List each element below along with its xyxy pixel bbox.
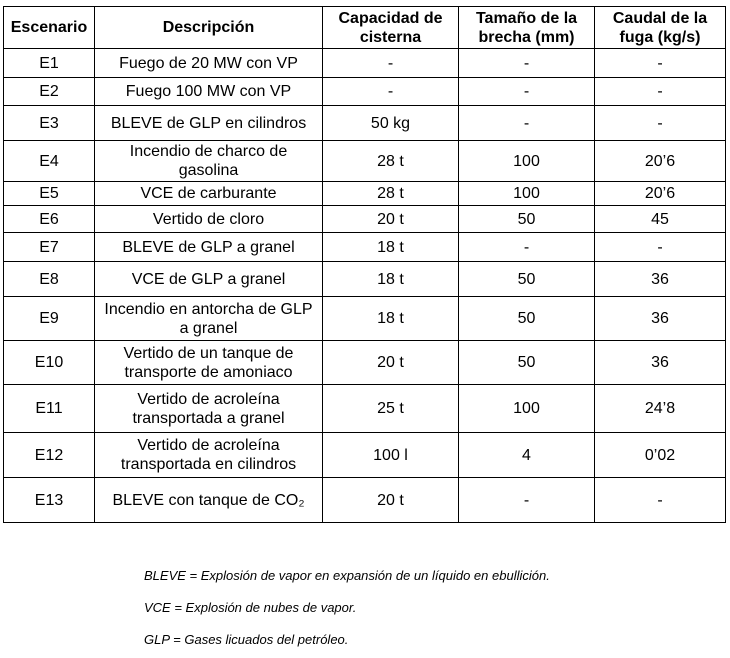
header-escenario: Escenario	[4, 7, 95, 49]
cell-caudal: -	[595, 233, 726, 262]
cell-brecha: 100	[459, 385, 595, 433]
cell-caudal: 45	[595, 206, 726, 233]
cell-descripcion: Vertido de cloro	[95, 206, 323, 233]
cell-capacidad: 25 t	[323, 385, 459, 433]
cell-brecha: -	[459, 49, 595, 78]
cell-descripcion: Vertido de acroleína transportada a granel	[95, 385, 323, 433]
table-body	[4, 49, 726, 523]
cell-caudal: 36	[595, 297, 726, 341]
table-header	[4, 7, 726, 49]
cell-capacidad: 18 t	[323, 297, 459, 341]
cell-caudal: 24’8	[595, 385, 726, 433]
cell-capacidad: -	[323, 78, 459, 106]
cell-escenario: E3	[4, 106, 95, 141]
cell-descripcion: Fuego 100 MW con VP	[95, 78, 323, 106]
cell-caudal: -	[595, 106, 726, 141]
cell-capacidad: 20 t	[323, 206, 459, 233]
cell-caudal: 36	[595, 262, 726, 297]
header-row	[4, 7, 726, 49]
cell-descripcion: Incendio de charco de gasolina	[95, 141, 323, 182]
cell-brecha: 50	[459, 297, 595, 341]
cell-escenario: E1	[4, 49, 95, 78]
cell-capacidad: 28 t	[323, 182, 459, 206]
cell-escenario: E7	[4, 233, 95, 262]
scenarios-table	[3, 6, 726, 523]
footnote-vce: VCE = Explosión de nubes de vapor.	[144, 600, 357, 615]
table-row	[4, 341, 726, 385]
cell-descripcion: Fuego de 20 MW con VP	[95, 49, 323, 78]
cell-descripcion: BLEVE de GLP en cilindros	[95, 106, 323, 141]
table-row	[4, 233, 726, 262]
cell-brecha: -	[459, 478, 595, 523]
cell-escenario: E12	[4, 433, 95, 478]
cell-descripcion: VCE de carburante	[95, 182, 323, 206]
table-row	[4, 49, 726, 78]
table-row	[4, 182, 726, 206]
cell-brecha: -	[459, 106, 595, 141]
cell-capacidad: -	[323, 49, 459, 78]
cell-escenario: E4	[4, 141, 95, 182]
header-capacidad: Capacidad de cisterna	[323, 7, 459, 49]
cell-brecha: 50	[459, 262, 595, 297]
cell-escenario: E5	[4, 182, 95, 206]
header-brecha: Tamaño de la brecha (mm)	[459, 7, 595, 49]
cell-capacidad: 18 t	[323, 262, 459, 297]
table-row	[4, 262, 726, 297]
cell-descripcion: VCE de GLP a granel	[95, 262, 323, 297]
footnote-glp: GLP = Gases licuados del petróleo.	[144, 632, 349, 647]
cell-descripcion: BLEVE con tanque de CO₂	[95, 478, 323, 523]
cell-caudal: -	[595, 478, 726, 523]
cell-caudal: 0’02	[595, 433, 726, 478]
cell-brecha: 50	[459, 206, 595, 233]
cell-escenario: E13	[4, 478, 95, 523]
table-row	[4, 385, 726, 433]
cell-brecha: -	[459, 78, 595, 106]
cell-brecha: 100	[459, 182, 595, 206]
cell-caudal: 20’6	[595, 182, 726, 206]
cell-descripcion: BLEVE de GLP a granel	[95, 233, 323, 262]
table-row	[4, 297, 726, 341]
header-caudal: Caudal de la fuga (kg/s)	[595, 7, 726, 49]
cell-capacidad: 28 t	[323, 141, 459, 182]
cell-escenario: E8	[4, 262, 95, 297]
cell-escenario: E6	[4, 206, 95, 233]
cell-capacidad: 50 kg	[323, 106, 459, 141]
cell-brecha: 50	[459, 341, 595, 385]
cell-brecha: -	[459, 233, 595, 262]
cell-capacidad: 18 t	[323, 233, 459, 262]
table-row	[4, 478, 726, 523]
cell-descripcion: Incendio en antorcha de GLP a granel	[95, 297, 323, 341]
header-descripcion: Descripción	[95, 7, 323, 49]
table-row	[4, 206, 726, 233]
cell-caudal: -	[595, 49, 726, 78]
cell-capacidad: 100 l	[323, 433, 459, 478]
table-row	[4, 78, 726, 106]
cell-escenario: E2	[4, 78, 95, 106]
table-row	[4, 141, 726, 182]
cell-caudal: 20’6	[595, 141, 726, 182]
cell-caudal: 36	[595, 341, 726, 385]
table-row	[4, 433, 726, 478]
cell-escenario: E11	[4, 385, 95, 433]
cell-brecha: 100	[459, 141, 595, 182]
cell-escenario: E9	[4, 297, 95, 341]
cell-capacidad: 20 t	[323, 478, 459, 523]
cell-caudal: -	[595, 78, 726, 106]
footnote-bleve: BLEVE = Explosión de vapor en expansión de un líquido en ebullición.	[144, 568, 550, 583]
table-row	[4, 106, 726, 141]
cell-descripcion: Vertido de acroleína transportada en cilindros	[95, 433, 323, 478]
cell-escenario: E10	[4, 341, 95, 385]
cell-capacidad: 20 t	[323, 341, 459, 385]
cell-brecha: 4	[459, 433, 595, 478]
cell-descripcion: Vertido de un tanque de transporte de amoniaco	[95, 341, 323, 385]
